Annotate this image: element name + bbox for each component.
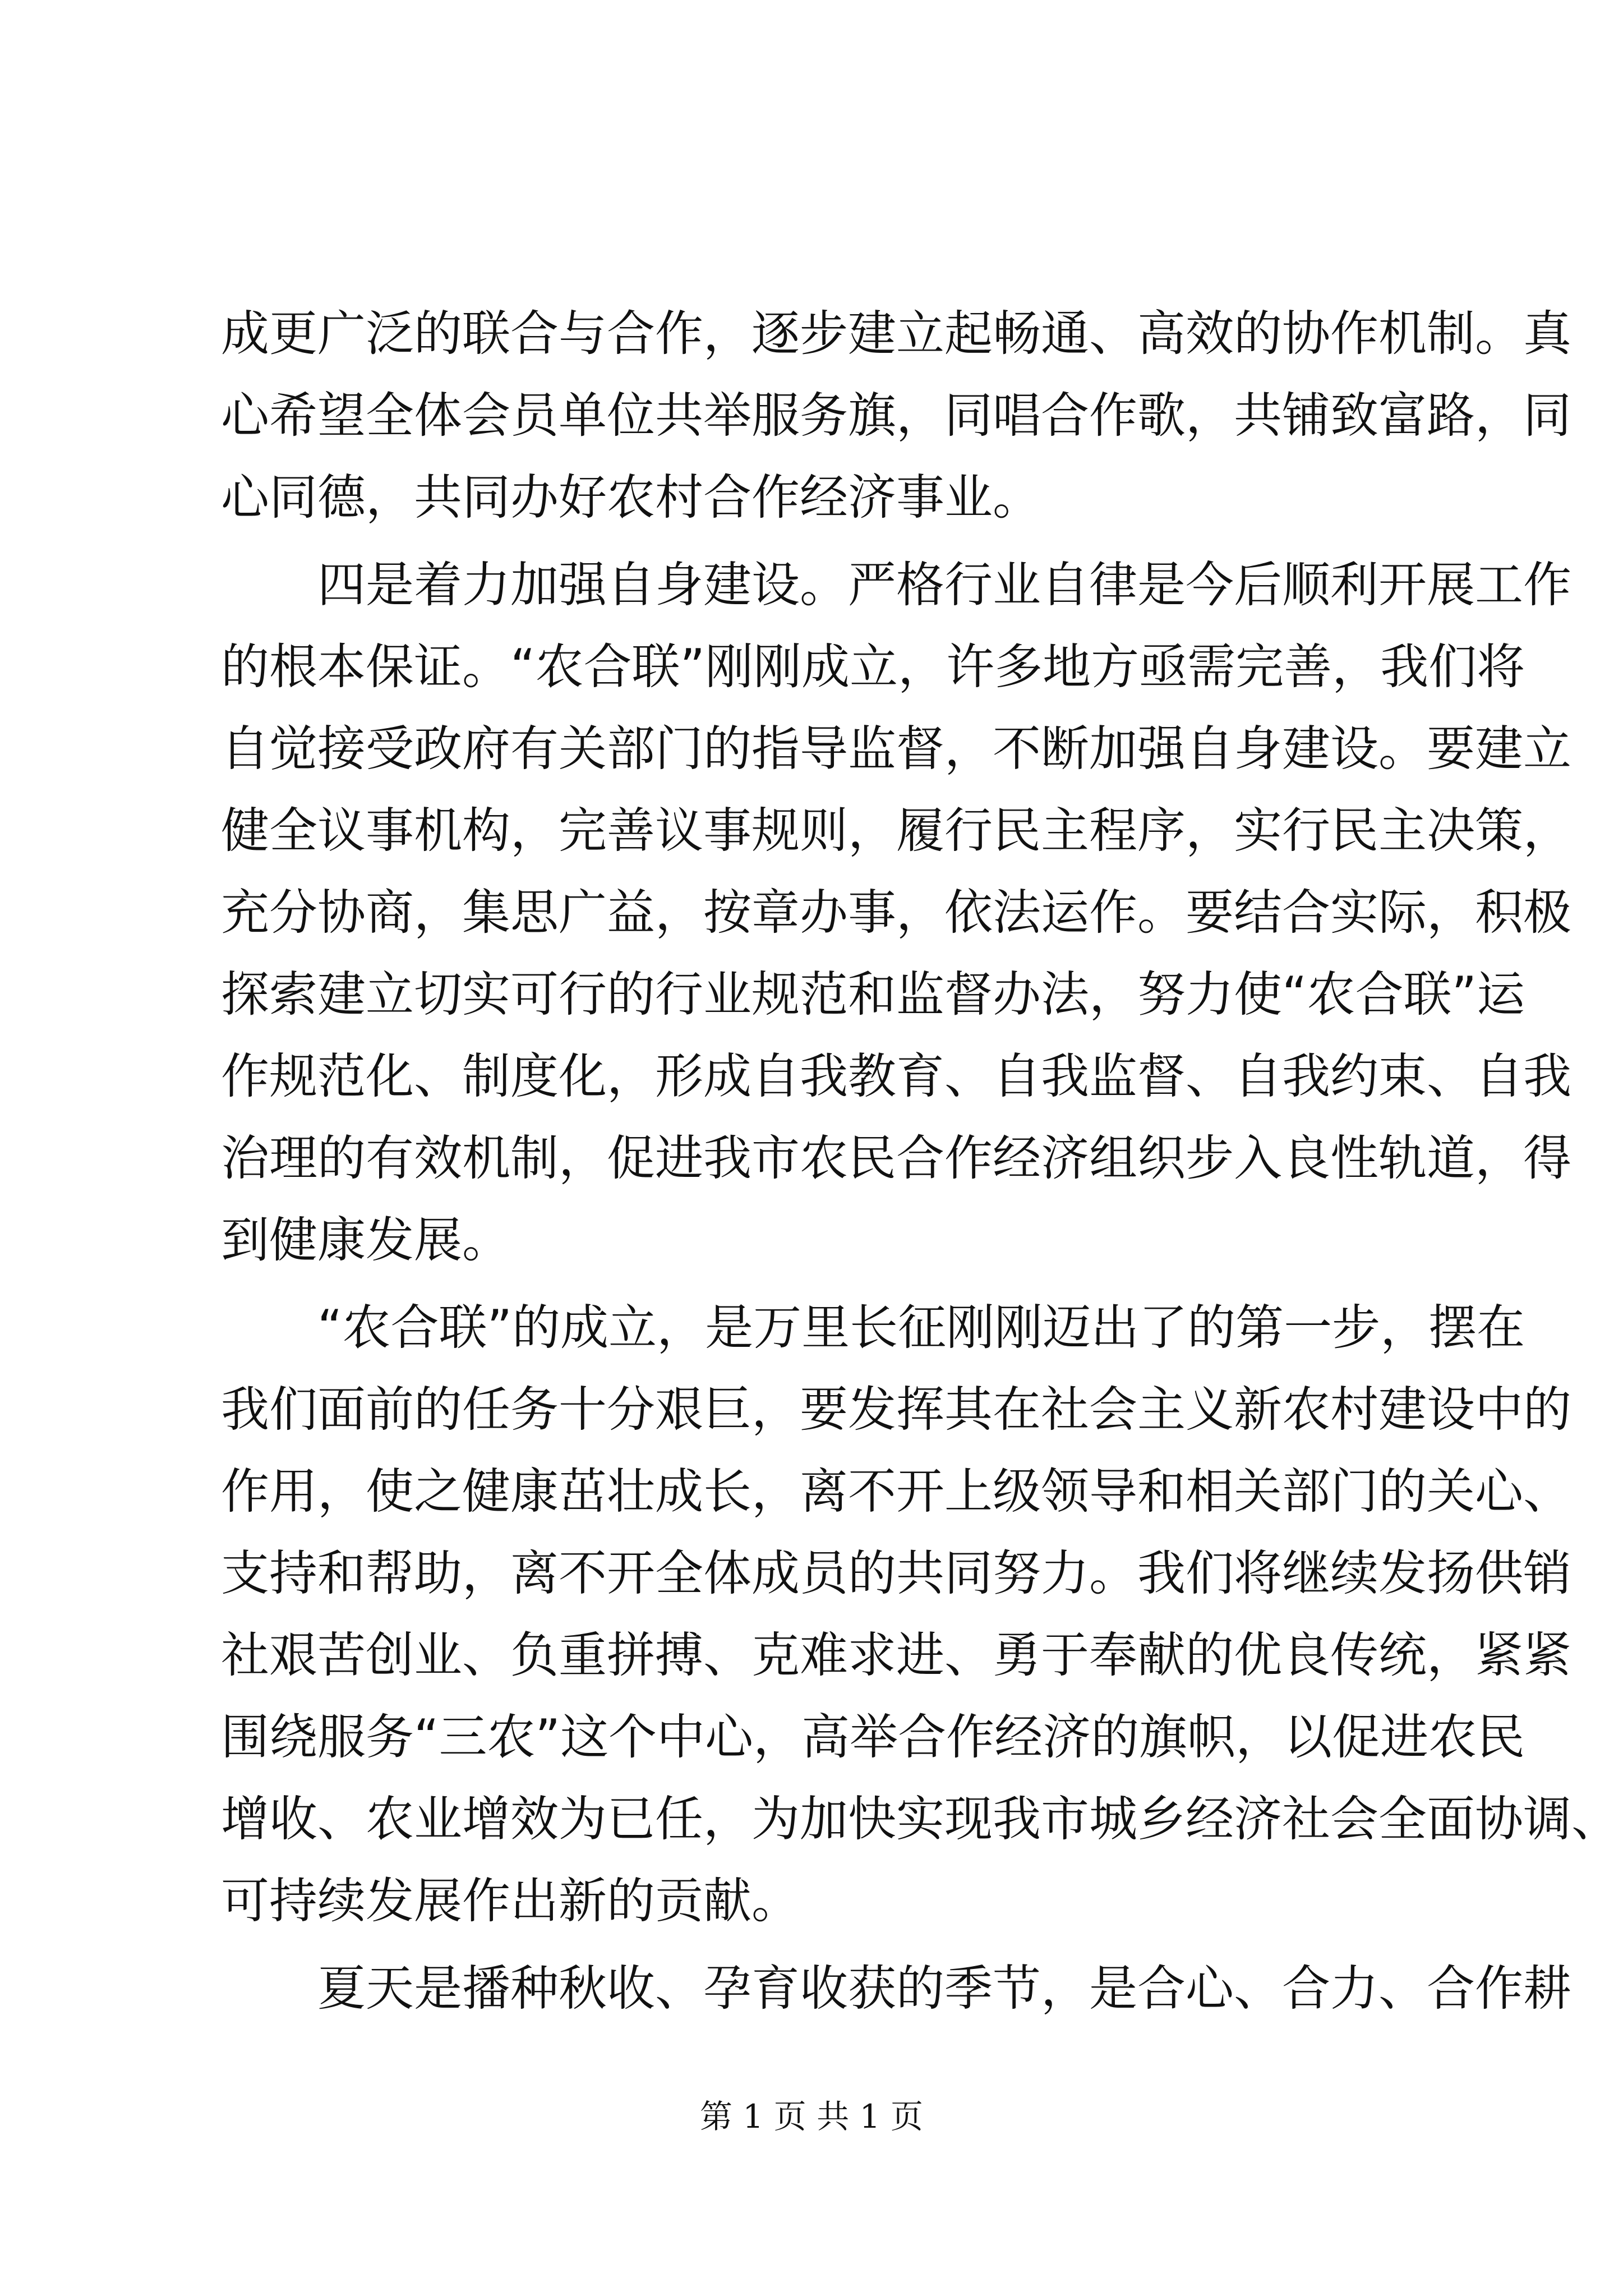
document-body: [221, 293, 1620, 2030]
text-line: 心希望全体会员单位共举服务旗，同唱合作歌，共铺致富路，同: [221, 388, 1571, 444]
text-line: 夏天是播种秋收、孕育收获的季节，是合心、合力、合作耕: [317, 1961, 1571, 2017]
paragraph: [221, 293, 1571, 539]
text-line: 自觉接受政府有关部门的指导监督，不断加强自身建设。要建立: [221, 721, 1571, 777]
paragraph: [221, 1287, 1620, 1942]
text-line: 探索建立切实可行的行业规范和监督办法，努力使“农合联”运: [221, 967, 1525, 1023]
text-line: 心同德，共同办好农村合作经济事业。: [221, 470, 1041, 526]
text-line: 充分协商，集思广益，按章办事，依法运作。要结合实际，积极: [221, 885, 1571, 941]
text-line: 我们面前的任务十分艰巨，要发挥其在社会主义新农村建设中的: [221, 1382, 1571, 1438]
text-line: 健全议事机构，完善议事规则，履行民主程序，实行民主决策，: [221, 803, 1571, 859]
text-line: 治理的有效机制，促进我市农民合作经济组织步入良性轨道，得: [221, 1130, 1571, 1186]
text-line: 可持续发展作出新的贡献。: [221, 1873, 800, 1929]
text-line: “农合联”的成立，是万里长征刚刚迈出了的第一步，摆在: [317, 1300, 1525, 1356]
text-line: 社艰苦创业、负重拼搏、克难求进、勇于奉献的优良传统，紧紧: [221, 1627, 1571, 1683]
text-line: 的根本保证。“农合联”刚刚成立，许多地方亟需完善，我们将: [221, 639, 1525, 695]
text-line: 围绕服务“三农”这个中心，高举合作经济的旗帜，以促进农民: [221, 1709, 1525, 1765]
text-line: 增收、农业增效为已任，为加快实现我市城乡经济社会全面协调、: [221, 1791, 1620, 1847]
text-line: 作用，使之健康茁壮成长，离不开上级领导和相关部门的关心、: [221, 1464, 1571, 1520]
text-line: 到健康发展。: [221, 1212, 510, 1268]
paragraph: [221, 544, 1571, 1281]
text-line: 成更广泛的联合与合作，逐步建立起畅通、高效的协作机制。真: [221, 306, 1571, 362]
text-line: 支持和帮助，离不开全体成员的共同努力。我们将继续发扬供销: [221, 1545, 1571, 1602]
page-number-label: 第 1 页 共 1 页: [700, 2097, 923, 2136]
page-footer: [0, 2097, 1623, 2136]
text-line: 作规范化、制度化，形成自我教育、自我监督、自我约束、自我: [221, 1048, 1571, 1105]
paragraph: [221, 1948, 1571, 2030]
text-line: 四是着力加强自身建设。严格行业自律是今后顺利开展工作: [317, 557, 1571, 613]
